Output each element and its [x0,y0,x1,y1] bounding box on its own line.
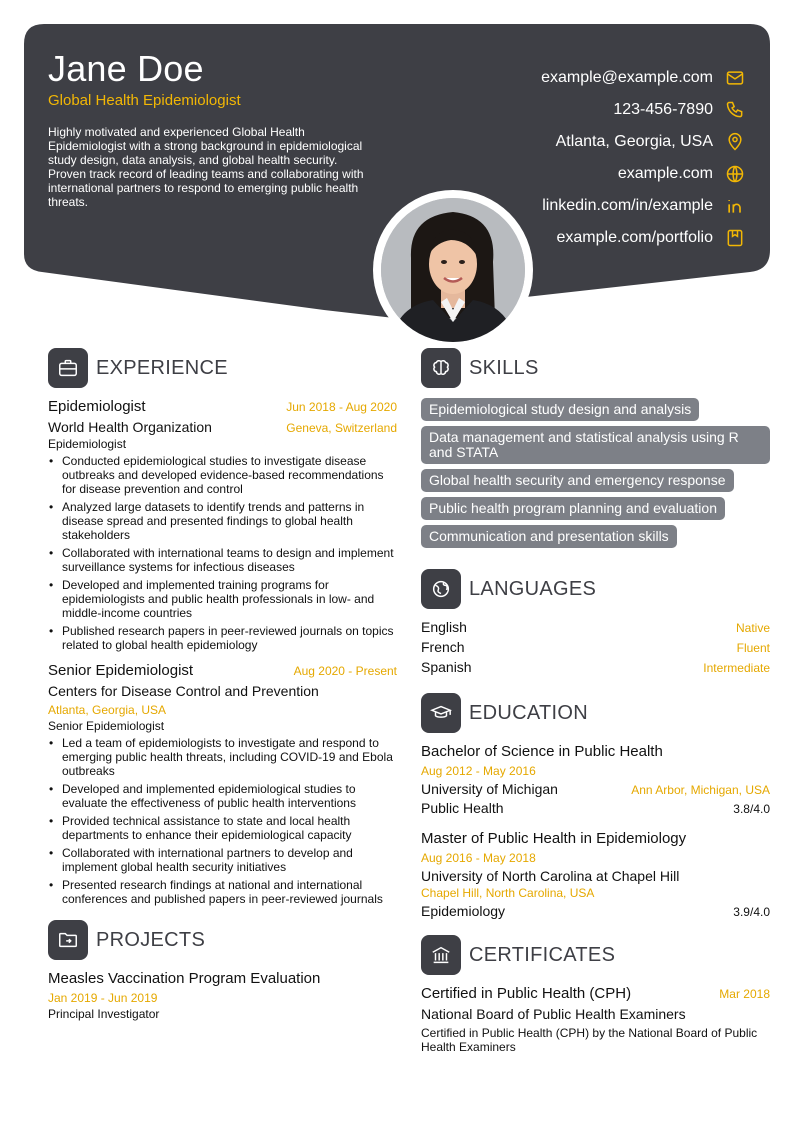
education-entry [421,830,770,919]
languages-title: LANGUAGES [469,577,597,600]
job-bullets [48,454,397,652]
right-column [421,348,770,1054]
skills-header [421,348,770,388]
linkedin-icon [725,196,745,216]
left-column [48,348,397,1021]
school-location: Chapel Hill, North Carolina, USA [421,886,595,900]
graduation-cap-icon [421,693,461,733]
language-name: French [421,639,465,655]
language-item [421,659,770,679]
certificate-description: Certified in Public Health (CPH) by the National Board of Public Health Examiners [421,1026,758,1054]
bullet-item: • Conducted epidemiological studies to investigate disease outbreaks and developed evidence-based recommendations for disease prevention and control [48,454,397,496]
globe-icon [725,164,745,184]
languages-header [421,569,770,609]
job-date: Aug 2020 - Present [293,664,397,678]
language-level: Native [735,621,770,635]
language-item [421,619,770,639]
profile-summary: Highly motivated and experienced Global Health Epidemiologist with a strong background in epidemiological study design, data analysis, and global health security. Proven track record of leading teams and collaborating with international partners to respond to emerging public health threats. [48,125,364,209]
job-organization: Centers for Disease Control and Prevention [48,683,319,699]
contact-phone-text[interactable]: 123-456-7890 [613,101,713,118]
contact-linkedin-text[interactable]: linkedin.com/in/example [542,197,713,214]
experience-header [48,348,397,388]
job-position: Epidemiologist [48,437,127,451]
language-level: Fluent [736,641,770,655]
contact-website[interactable] [440,158,770,190]
degree-title: Master of Public Health in Epidemiology [421,830,687,847]
language-item [421,639,770,659]
bullet-item: • Analyzed large datasets to identify trends and patterns in disease spread and presented findings to global health stakeholders [48,500,397,542]
job-title: Senior Epidemiologist [48,662,194,679]
job-bullets [48,736,397,906]
skill-tag: Epidemiological study design and analysis [421,398,699,421]
skill-tag: Public health program planning and evaluation [421,497,725,520]
bullet-item: • Provided technical assistance to state and local health departments to enhance their epidemiological capacity [48,814,397,842]
contact-email-text[interactable]: example@example.com [541,69,713,86]
job-location: Atlanta, Georgia, USA [48,703,167,717]
degree-title: Bachelor of Science in Public Health [421,743,663,760]
education-date: Aug 2016 - May 2018 [421,851,536,865]
skill-tag: Global health security and emergency response [421,469,734,492]
language-name: Spanish [421,659,472,675]
job-entry [48,398,397,652]
candidate-name: Jane Doe [48,48,204,89]
contact-phone[interactable] [440,94,770,126]
certificate-date: Mar 2018 [719,987,770,1001]
job-entry [48,662,397,906]
education-title: EDUCATION [469,701,588,724]
job-date: Jun 2018 - Aug 2020 [286,400,397,414]
certificate-issuer: National Board of Public Health Examiners [421,1006,686,1022]
education-date: Aug 2012 - May 2016 [421,764,536,778]
bullet-item: • Developed and implemented training programs for epidemiologists and public health professionals in low- and middle-income countries [48,578,397,620]
candidate-role: Global Health Epidemiologist [48,92,241,109]
project-role: Principal Investigator [48,1007,160,1021]
job-organization: World Health Organization [48,419,212,435]
contact-portfolio-text[interactable]: example.com/portfolio [556,229,713,246]
job-position: Senior Epidemiologist [48,719,165,733]
bullet-item: • Collaborated with international partners to develop and implement global health security initiatives [48,846,397,874]
contact-website-text[interactable]: example.com [617,165,713,182]
contact-email[interactable] [440,62,770,94]
field-of-study: Public Health [421,800,504,816]
school-name: University of Michigan [421,781,558,797]
language-list [421,619,770,679]
grade: 3.9/4.0 [733,905,770,919]
bullet-item: • Led a team of epidemiologists to investigate and respond to emerging public health threats, including COVID-19 and Ebola outbreaks [48,736,397,778]
language-name: English [421,619,467,635]
school-name: University of North Carolina at Chapel Hill [421,868,680,884]
portfolio-icon [725,228,745,248]
skill-tag: Data management and statistical analysis using R and STATA [421,426,770,464]
projects-title: PROJECTS [96,928,206,951]
bullet-item: • Developed and implemented epidemiological studies to evaluate the effectiveness of public health interventions [48,782,397,810]
mail-icon [725,68,745,88]
briefcase-icon [48,348,88,388]
job-title: Epidemiologist [48,398,146,415]
profile-photo [381,198,525,342]
language-level: Intermediate [703,661,770,675]
skill-list [421,398,770,553]
phone-icon [725,100,745,120]
projects-header [48,920,397,960]
experience-title: EXPERIENCE [96,356,228,379]
bullet-item: • Collaborated with international teams to design and implement surveillance systems for infectious diseases [48,546,397,574]
folder-icon [48,920,88,960]
project-entry [48,970,397,1021]
certificates-title: CERTIFICATES [469,943,616,966]
certificates-header [421,935,770,975]
education-entry [421,743,770,816]
institution-icon [421,935,461,975]
bullet-item: • Published research papers in peer-reviewed journals on topics related to global health epidemiology [48,624,397,652]
job-location: Geneva, Switzerland [286,421,397,435]
school-location: Ann Arbor, Michigan, USA [631,783,770,797]
project-date: Jan 2019 - Jun 2019 [48,991,158,1005]
contact-location [440,126,770,158]
brain-icon [421,348,461,388]
contact-location-text: Atlanta, Georgia, USA [555,133,713,150]
certificate-name: Certified in Public Health (CPH) [421,985,632,1002]
grade: 3.8/4.0 [733,802,770,816]
education-header [421,693,770,733]
project-title: Measles Vaccination Program Evaluation [48,970,321,987]
certificate-entry [421,985,770,1054]
bullet-item: • Presented research findings at national and international conferences and published papers in peer-reviewed journals [48,878,397,906]
location-pin-icon [725,132,745,152]
skills-title: SKILLS [469,356,539,379]
globe-icon [421,569,461,609]
skill-tag: Communication and presentation skills [421,525,677,548]
field-of-study: Epidemiology [421,903,506,919]
